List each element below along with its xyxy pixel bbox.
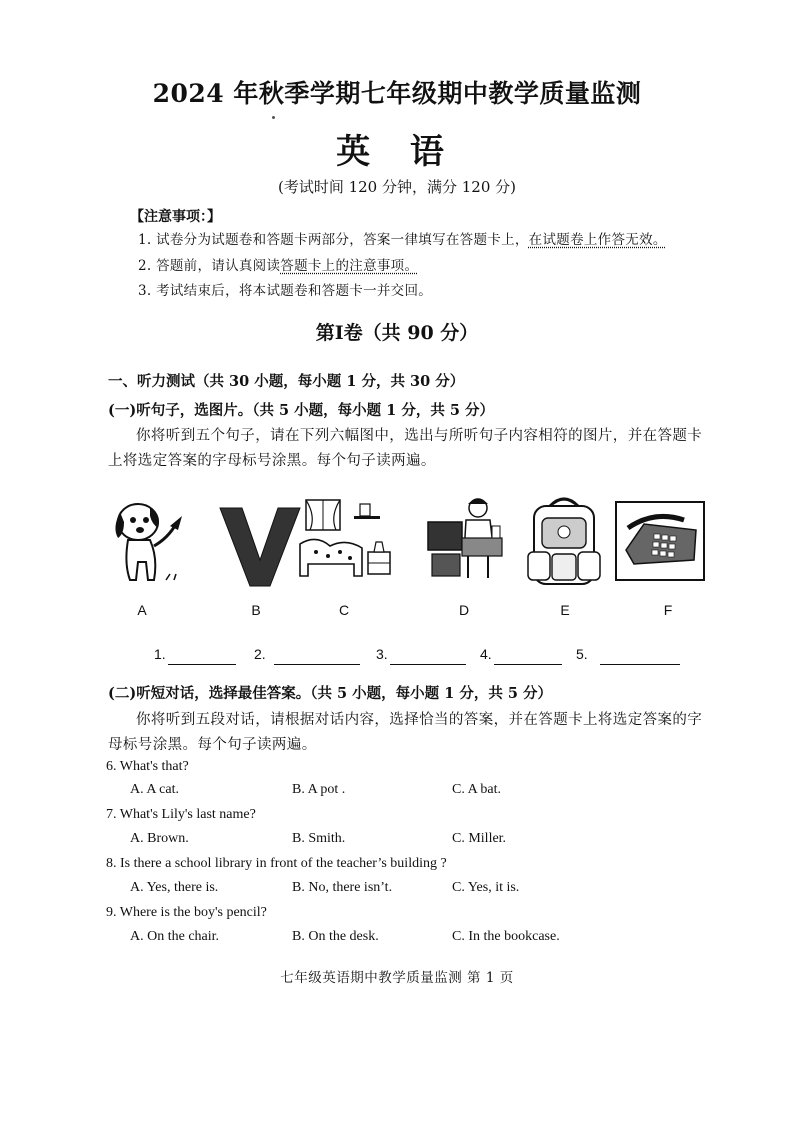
answer-blank-5[interactable] xyxy=(600,664,680,665)
section-title-listening: 一、听力测试（共 30 小题，每小题 1 分，共 30 分） xyxy=(108,373,465,390)
exam-info: (考试时间 120 分钟，满分 120 分) xyxy=(277,178,517,196)
notice-item-emph: 在试题卷上作答无效。 xyxy=(528,232,667,248)
question-9: 9. Where is the boy's pencil? xyxy=(106,905,267,920)
option-a[interactable]: A. Brown. xyxy=(130,831,189,846)
page-footer: 七年级英语期中教学质量监测 第 1 页 xyxy=(280,970,514,986)
scan-speck xyxy=(272,116,275,119)
subject-title: 英 语 xyxy=(336,132,458,172)
exam-title: 2024 年秋季学期七年级期中教学质量监测 xyxy=(152,79,642,108)
picture-label-b: B xyxy=(251,602,261,618)
letter-v-icon xyxy=(214,494,306,590)
question-6: 6. What's that? xyxy=(106,759,189,774)
notice-item-1 xyxy=(138,228,667,248)
blank-number: 3. xyxy=(376,646,388,662)
picture-label-f: F xyxy=(663,602,673,618)
notice-item-emph: 答题卡上的注意事项。 xyxy=(280,258,419,274)
answer-blank-3[interactable] xyxy=(390,664,466,665)
notice-heading: 【注意事项：】 xyxy=(130,209,221,225)
notice-item-2 xyxy=(138,254,418,274)
subsection-title-1: (一)听句子，选图片。（共 5 小题，每小题 1 分，共 5 分） xyxy=(108,402,495,419)
option-a[interactable]: A. Yes, there is. xyxy=(130,880,219,895)
notice-item-text: 2. 答题前，请认真阅读 xyxy=(138,258,281,274)
instruction-line: 你将听到五段对话，请根据对话内容，选择恰当的答案，并在答题卡上将选定答案的字 xyxy=(136,712,703,728)
backpack-icon xyxy=(518,494,610,590)
subsection-title-2: (二)听短对话，选择最佳答案。（共 5 小题，每小题 1 分，共 5 分） xyxy=(108,685,553,702)
picture-label-d: D xyxy=(458,602,470,618)
instruction-line: 母标号涂黑。每个句子读两遍。 xyxy=(108,737,317,753)
option-b[interactable]: B. On the desk. xyxy=(292,929,379,944)
option-c[interactable]: C. Yes, it is. xyxy=(452,880,520,895)
answer-blank-1[interactable] xyxy=(168,664,236,665)
option-c[interactable]: C. In the bookcase. xyxy=(452,929,560,944)
picture-label-e: E xyxy=(560,602,570,618)
option-b[interactable]: B. Smith. xyxy=(292,831,346,846)
tv-boy-icon xyxy=(424,494,516,590)
option-b[interactable]: B. A pot . xyxy=(292,782,346,797)
option-c[interactable]: C. Miller. xyxy=(452,831,507,846)
picture-label-c: C xyxy=(338,602,350,618)
notice-item-text: 1. 试卷分为试题卷和答题卡两部分，答案一律填写在答题卡上， xyxy=(138,232,529,248)
blank-number: 2. xyxy=(254,646,266,662)
dog-icon xyxy=(106,494,198,590)
option-b[interactable]: B. No, there isn’t. xyxy=(292,880,393,895)
telephone-icon xyxy=(614,494,706,590)
blank-number: 1. xyxy=(154,646,166,662)
option-a[interactable]: A. On the chair. xyxy=(130,929,220,944)
question-7: 7. What's Lily's last name? xyxy=(106,807,256,822)
question-8: 8. Is there a school library in front of the teacher’s building ? xyxy=(106,856,447,871)
blank-number: 5. xyxy=(576,646,588,662)
answer-blank-2[interactable] xyxy=(274,664,360,665)
part-title: 第Ⅰ卷（共 90 分） xyxy=(315,322,479,344)
notice-item-text: 3. 考试结束后，将本试题卷和答题卡一并交回。 xyxy=(138,283,433,299)
option-c[interactable]: C. A bat. xyxy=(452,782,502,797)
option-a[interactable]: A. A cat. xyxy=(130,782,179,797)
instruction-line: 上将选定答案的字母标号涂黑。每个句子读两遍。 xyxy=(108,453,436,469)
blank-number: 4. xyxy=(480,646,492,662)
answer-blanks xyxy=(150,646,690,668)
bedroom-icon xyxy=(296,494,388,590)
picture-label-a: A xyxy=(137,602,147,618)
instruction-line: 你将听到五个句子，请在下列六幅图中，选出与所听句子内容相符的图片，并在答题卡 xyxy=(136,428,703,444)
notice-item-3 xyxy=(138,279,432,299)
answer-blank-4[interactable] xyxy=(494,664,562,665)
